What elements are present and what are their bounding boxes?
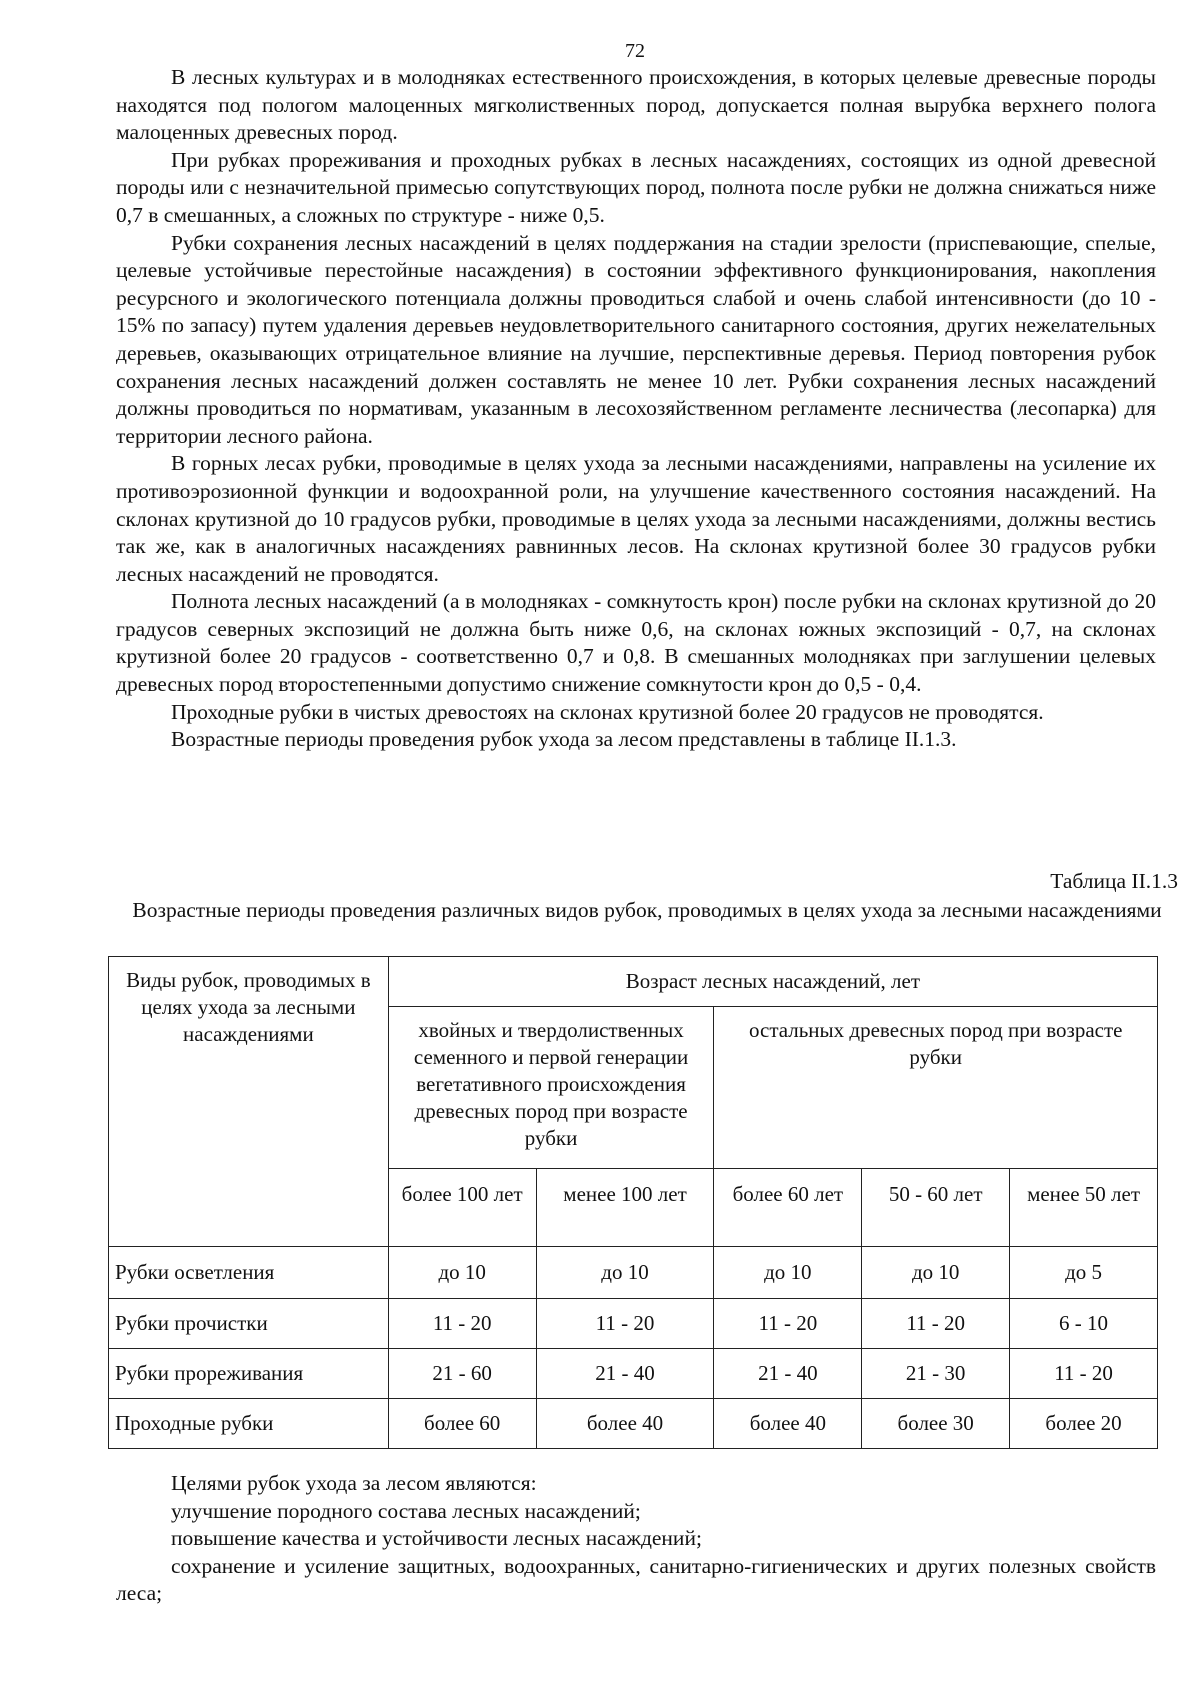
- table-age-header: Возраст лесных насаждений, лет: [388, 957, 1157, 1007]
- table-row: [109, 1247, 1158, 1299]
- table-subcolumn: менее 100 лет: [536, 1169, 714, 1247]
- table-subcolumn: более 100 лет: [388, 1169, 536, 1247]
- table-cell: более 40: [714, 1399, 862, 1449]
- table-cell: 11 - 20: [1010, 1349, 1158, 1399]
- table-group-other: остальных древесных пород при возрасте рубки: [714, 1007, 1158, 1169]
- paragraph: В лесных культурах и в молодняках естественного происхождения, в которых целевые древесные породы находятся под пологом малоценных мягколиственных пород, допускается полная вырубка верхнего полога малоценных древесных пород.: [116, 65, 1156, 145]
- table-cell: 21 - 40: [714, 1349, 862, 1399]
- table-cell: до 10: [536, 1247, 714, 1299]
- table-row-header: Виды рубок, проводимых в целях ухода за лесными насаждениями: [109, 957, 389, 1247]
- table-label: Таблица II.1.3: [1050, 869, 1178, 893]
- paragraph: В горных лесах рубки, проводимые в целях ухода за лесными насаждениями, направлены на усиление их противоэрозионной функции и водоохранной роли, на улучшение качественного состояния насаждений. На склонах крутизной до 10 градусов рубки, проводимые в целях ухода за лесными насаждениями, должны вестись так же, как в аналогичных насаждениях равнинных лесов. На склонах крутизной более 30 градусов рубки лесных насаждений не проводятся.: [116, 451, 1156, 586]
- table-title: Возрастные периоды проведения различных видов рубок, проводимых в целях ухода за лесными насаждениями: [132, 898, 1162, 922]
- table-subcolumn: 50 - 60 лет: [862, 1169, 1010, 1247]
- paragraph: Полнота лесных насаждений (а в молодняках - сомкнутость крон) после рубки на склонах крутизной до 20 градусов северных экспозиций не должна быть ниже 0,6, на склонах южных экспозиций - 0,7, на склонах крутизной более 20 градусов - соответственно 0,7 и 0,8. В смешанных молодняках при заглушении целевых древесных пород второстепенными допустимо снижение сомкнутости крон до 0,5 - 0,4.: [116, 589, 1156, 697]
- table-cell: более 40: [536, 1399, 714, 1449]
- table-row-name: Рубки осветления: [109, 1247, 389, 1299]
- body-text: [116, 64, 1156, 754]
- goal-item: улучшение породного состава лесных насаждений;: [171, 1498, 641, 1523]
- table-cell: до 10: [714, 1247, 862, 1299]
- table-subcolumn: менее 50 лет: [1010, 1169, 1158, 1247]
- paragraph: Возрастные периоды проведения рубок ухода за лесом представлены в таблице II.1.3.: [171, 727, 957, 752]
- table-cell: до 10: [862, 1247, 1010, 1299]
- table-cell: до 5: [1010, 1247, 1158, 1299]
- table-cell: 21 - 40: [536, 1349, 714, 1399]
- table-row-name: Рубки прочистки: [109, 1299, 389, 1349]
- table-row: [109, 1399, 1158, 1449]
- table-row: [109, 1299, 1158, 1349]
- table-group-conifer: хвойных и твердолиственных семенного и первой генерации вегетативного происхождения древесных пород при возрасте рубки: [388, 1007, 714, 1169]
- age-periods-table: [108, 956, 1158, 1449]
- table-cell: 21 - 30: [862, 1349, 1010, 1399]
- table-cell: 21 - 60: [388, 1349, 536, 1399]
- paragraph: При рубках прореживания и проходных рубках в лесных насаждениях, состоящих из одной древесной породы или с незначительной примесью сопутствующих пород, полнота после рубки не должна снижаться ниже 0,7 в смешанных, а сложных по структуре - ниже 0,5.: [116, 147, 1156, 227]
- table-cell: 11 - 20: [714, 1299, 862, 1349]
- goal-item: сохранение и усиление защитных, водоохранных, санитарно-гигиенических и других полезных свойств леса;: [116, 1553, 1156, 1606]
- goals-intro: Целями рубок ухода за лесом являются:: [171, 1471, 537, 1495]
- table-row-name: Рубки прореживания: [109, 1349, 389, 1399]
- table-cell: 11 - 20: [388, 1299, 536, 1349]
- page-number: 72: [625, 40, 645, 62]
- table-cell: 6 - 10: [1010, 1299, 1158, 1349]
- goal-item: повышение качества и устойчивости лесных насаждений;: [171, 1526, 702, 1551]
- paragraph: Рубки сохранения лесных насаждений в целях поддержания на стадии зрелости (приспевающие, спелые, целевые устойчивые перестойные насаждения) в состоянии эффективного функционирования, накопления ресурсного и экологического потенциала должны проводиться слабой и очень слабой интенсивности (до 10 - 15% по запасу) путем удаления деревьев неудовлетворительного санитарного состояния, других нежелательных деревьев, оказывающих отрицательное влияние на лучшие, перспективные деревья. Период повторения рубок сохранения лесных насаждений должен составлять не менее 10 лет. Рубки сохранения лесных насаждений должны проводиться по нормативам, указанным в лесохозяйственном регламенте лесничества (лесопарка) для территории лесного района.: [116, 230, 1156, 448]
- table-cell: более 60: [388, 1399, 536, 1449]
- table-cell: 11 - 20: [862, 1299, 1010, 1349]
- table-row-name: Проходные рубки: [109, 1399, 389, 1449]
- goals-section: [116, 1470, 1156, 1608]
- table-cell: более 30: [862, 1399, 1010, 1449]
- table-cell: более 20: [1010, 1399, 1158, 1449]
- table-row: [109, 1349, 1158, 1399]
- table-cell: 11 - 20: [536, 1299, 714, 1349]
- table-cell: до 10: [388, 1247, 536, 1299]
- table-subcolumn: более 60 лет: [714, 1169, 862, 1247]
- paragraph: Проходные рубки в чистых древостоях на склонах крутизной более 20 градусов не проводятся.: [171, 699, 1044, 724]
